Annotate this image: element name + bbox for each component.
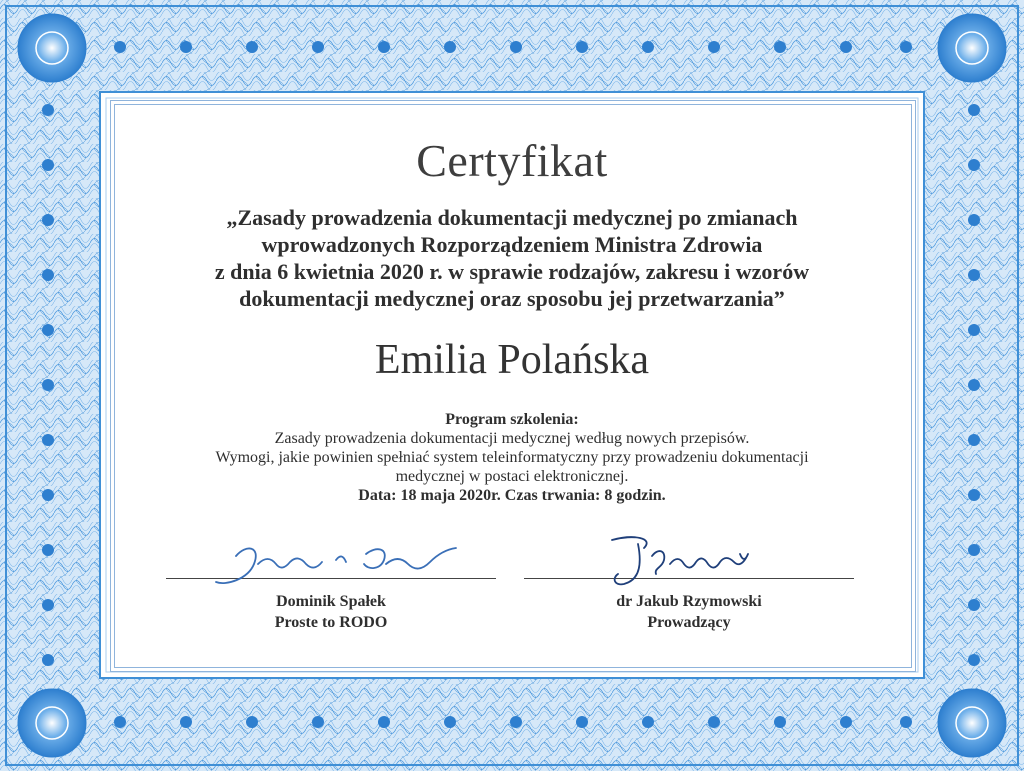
topic-line: dokumentacji medycznej oraz sposobu jej przetwarzania” [239, 286, 785, 311]
signatory-role: Prowadzący [647, 614, 731, 631]
signatory-name: Dominik Spałek [276, 593, 386, 610]
signatory-name: dr Jakub Rzymowski [616, 593, 762, 610]
program-line: Zasady prowadzenia dokumentacji medycznej według nowych przepisów. [274, 430, 750, 447]
course-topic [134, 204, 890, 312]
signature-block-right [524, 534, 854, 633]
topic-line: z dnia 6 kwietnia 2020 r. w sprawie rodzajów, zakresu i wzorów [214, 259, 810, 284]
program-line: medycznej w postaci elektronicznej. [395, 468, 629, 485]
program-heading: Program szkolenia: [445, 411, 579, 428]
certificate-title: Certyfikat [416, 135, 608, 186]
topic-line: „Zasady prowadzenia dokumentacji medycznej po zmianach [226, 205, 798, 230]
certificate-content [114, 104, 910, 666]
date-duration: Data: 18 maja 2020r. Czas trwania: 8 godzin. [358, 487, 666, 504]
signatory-role: Proste to RODO [274, 614, 388, 631]
handwritten-signature [524, 534, 854, 594]
training-program [134, 410, 890, 505]
program-line: Wymogi, jakie powinien spełniać system teleinformatyczny przy prowadzeniu dokumentacji [215, 449, 809, 466]
recipient-name: Emilia Polańska [374, 337, 650, 383]
signature-block-left [166, 534, 496, 633]
handwritten-signature [166, 534, 496, 594]
topic-line: wprowadzonych Rozporządzeniem Ministra Zdrowia [261, 232, 763, 257]
